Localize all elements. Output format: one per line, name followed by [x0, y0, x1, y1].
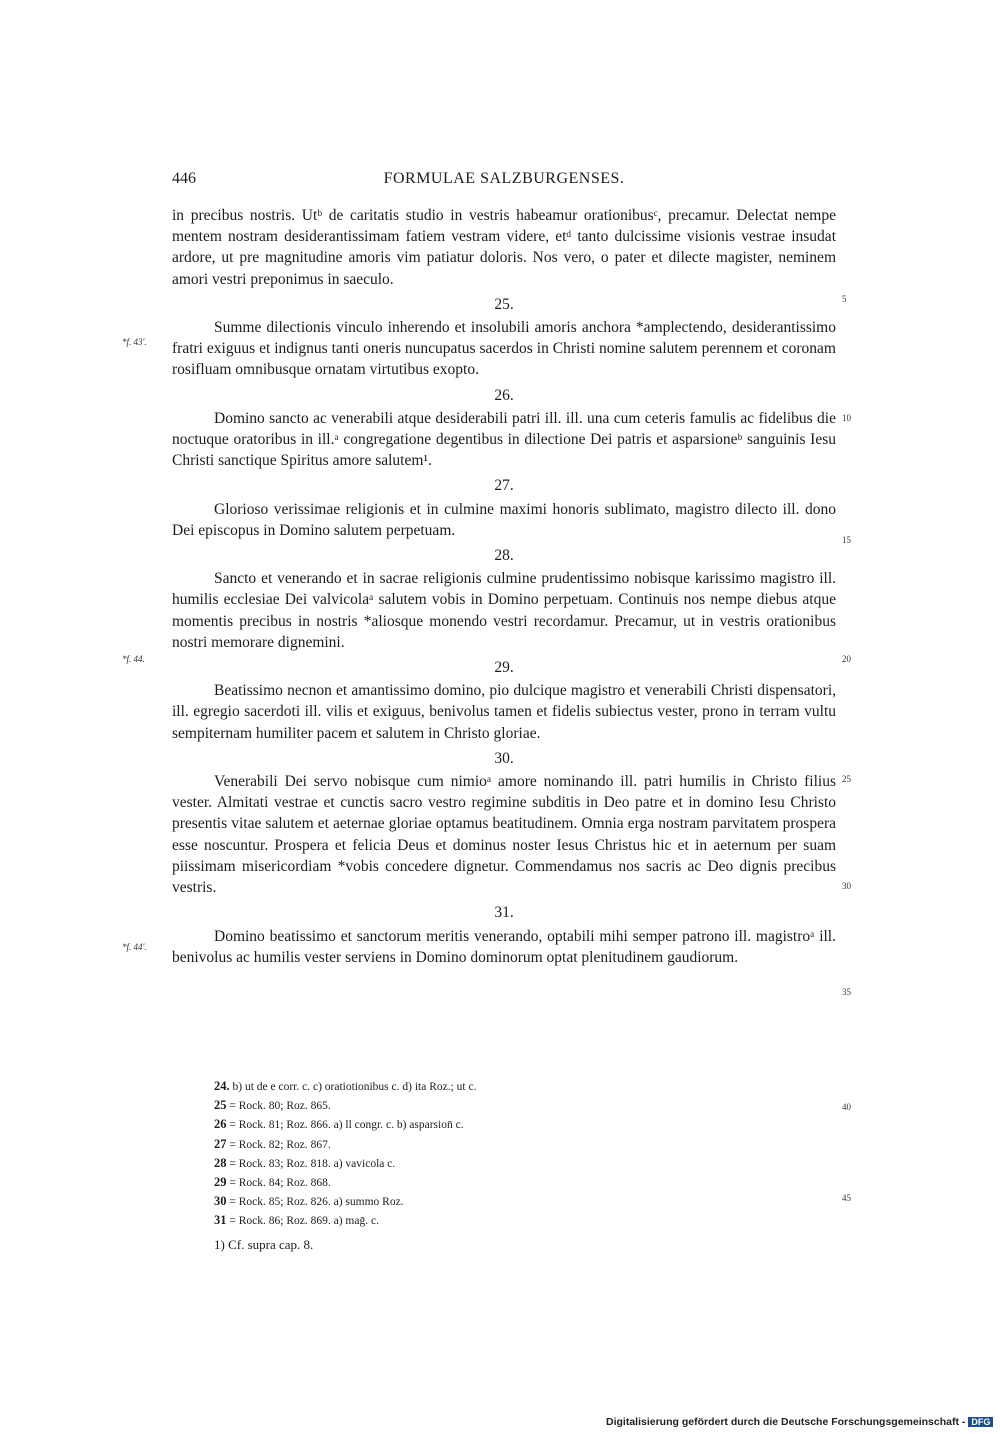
paragraph-25: Summe dilectionis vinculo inherendo et insolubili amoris anchora *amplectendo, desiderantissimo fratri exiguus et indignus tanti oneris nuncupatus sacerdos in Christi nomine salutem perennem et coronam rosifluam omnibusque ornatam virtutibus exopto. — [172, 319, 836, 379]
apparatus-row: 31 = Rock. 86; Roz. 869. a) maḡ. c. — [214, 1213, 379, 1228]
dfg-logo-icon: DFG — [968, 1417, 993, 1427]
apparatus-row: 30 = Rock. 85; Roz. 826. a) summo Roz. — [214, 1194, 404, 1209]
page-number: 446 — [172, 170, 196, 187]
formula-number-28: 28. — [494, 547, 514, 565]
folio-marker-1: *f. 43'. — [122, 337, 147, 347]
line-number-15: 15 — [842, 535, 851, 545]
line-number-30: 30 — [842, 881, 851, 891]
running-header — [172, 170, 836, 192]
paragraph-29: Beatissimo necnon et amantissimo domino, pio dulcique magistro et venerabili Christi dispensatori, ill. egregio sacerdoti ill. vilis et exiguus, benivolus tamen et fidelis subiectus vester, prono in terram vultu sempiternam humiliter pacem et salutem in Christo gloriae. — [172, 682, 836, 742]
formula-number-27: 27. — [494, 477, 514, 495]
line-number-45: 45 — [842, 1193, 851, 1203]
apparatus-row: 29 = Rock. 84; Roz. 868. — [214, 1175, 331, 1190]
paragraph-30: Venerabili Dei servo nobisque cum nimioᵃ amore nominando ill. patri humilis in Christo filius vester. Almitati vestrae et cunctis sacro vestro regimine subditis in Deo patre et in domino Iesu Christo presentis vitae salutem et aeternae gloriae optamus beatitudinem. Omnia erga nostram parvitatem prospera esse noscuntur. Prospera et felicia Deus et dominus noster Iesus Christus hic et in aeternum per suam piissimam misericordiam *vobis concedere dignetur. Commendamus nos sacris ac Deo dignis precibus vestris. — [172, 773, 836, 897]
apparatus-row: 26 = Rock. 81; Roz. 866. a) ll congr. c. b) asparsion̄ c. — [214, 1117, 464, 1132]
formula-number-30: 30. — [494, 749, 514, 767]
formula-number-26: 26. — [494, 386, 514, 404]
credit-text: Digitalisierung gefördert durch die Deutsche Forschungsgemeinschaft - — [606, 1416, 966, 1428]
running-title: FORMULAE SALZBURGENSES. — [383, 170, 625, 187]
paragraph-31: Domino beatissimo et sanctorum meritis venerando, optabili mihi semper patrono ill. magistroᵃ ill. benivolus ac humilis vester serviens in Domino dominorum optat plenitudinem gaudiorum. — [172, 927, 836, 966]
apparatus-row: 28 = Rock. 83; Roz. 818. a) vavicola c. — [214, 1155, 396, 1170]
critical-apparatus — [214, 1077, 476, 1231]
paragraph-28: Sancto et venerando et in sacrae religionis culmine prudentissimo nobisque karissimo magistro ill. humilis ecclesiae Dei valvicolaᵃ salutem vobis in Domino perpetuam. Continuis nos nempe diebus atque momentis precibus in nostris *aliosque monendo vestri recordamur. Precamur, ut in vestris orationibus nostri memorare dignemini. — [172, 570, 836, 651]
formula-number-29: 29. — [494, 659, 514, 677]
paragraph-27: Glorioso verissimae religionis et in culmine maximi honoris sublimato, magistro dilecto ill. dono Dei episcopus in Domino salutem perpetuam. — [172, 500, 836, 539]
digitization-credit — [606, 1416, 993, 1428]
apparatus-row: 24. b) ut de e corr. c. c) oratiotionibus c. d) ita Roz.; ut c. — [214, 1079, 477, 1093]
footnote: 1) Cf. supra cap. 8. — [214, 1237, 314, 1252]
apparatus-row: 27 = Rock. 82; Roz. 867. — [214, 1136, 331, 1151]
formula-number-25: 25. — [494, 295, 514, 313]
line-number-10: 10 — [842, 413, 851, 423]
paragraph-24-continuation: in precibus nostris. Utᵇ de caritatis studio in vestris habeamur orationibusᶜ, precamur. Delectat nempe mentem nostram desiderantissimam fatiem vestram videre, etᵈ tanto dulcissime visionis vestrae insudat ardore, ut pre magnitudine amoris vim patiatur doloris. Nos vero, o pater et dilecte magister, neminem amori vestri preponimus in saeculo. — [172, 207, 836, 288]
folio-marker-3: *f. 44'. — [122, 942, 147, 952]
line-number-20: 20 — [842, 654, 851, 664]
paragraph-26: Domino sancto ac venerabili atque desiderabili patri ill. ill. una cum ceteris famulis ac fidelibus die noctuque oratoribus in ill.ᵃ congregatione degentibus in dilectione Dei patris et asparsioneᵇ sanguinis Iesu Christi sanctique Spiritus amore salutem¹. — [172, 409, 836, 470]
line-number-40: 40 — [842, 1102, 851, 1112]
line-number-5: 5 — [842, 294, 847, 304]
line-number-25: 25 — [842, 774, 851, 784]
apparatus-row: 25 = Rock. 80; Roz. 865. — [214, 1098, 331, 1113]
folio-marker-2: *f. 44. — [122, 654, 145, 664]
line-number-35: 35 — [842, 987, 851, 997]
formula-number-31: 31. — [494, 904, 514, 922]
main-text — [172, 205, 836, 968]
